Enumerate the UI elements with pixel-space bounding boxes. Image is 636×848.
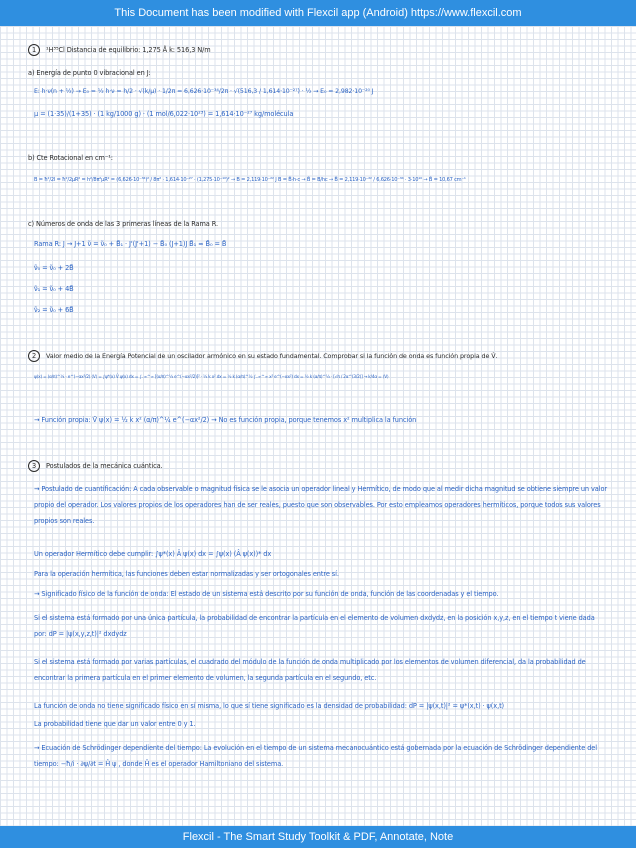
problem-2-title: 2 Valor medio de la Energía Potencial de un oscilador armónico en su estado fundamental. Comprobar si la función de onda es función propia de V̂. [28,350,497,362]
note-page [0,26,636,826]
top-banner: This Document has been modified with Flexcil app (Android) https://www.flexcil.com [0,0,636,26]
postulate-1-note: Para la operación hermítica, las funciones deben estar normalizadas y ser ortogonales entre sí. [34,570,339,578]
problem-2-equation-1: ψ(x) = (α/π)^¼ · e^(−αx²/2) ⟨V⟩ = ∫ψ*(x) V̂ ψ(x) dx = ∫₋∞^∞ [(α/π)^¼ e^(−αx²/2)]² · ½ k x² dx = ½ k (α/π)^½ ∫₋∞^∞ x² e^(−αx²) dx = ½ k (α/π)^½ · [√π / 2α^(3/2)] → k/4α = ⟨V⟩ [34,375,389,380]
section-c-equation: Rama R: J → J+1 ν̃ = ν̃₀ + B̃₁ · J'(J'+1) − B̃₀ (J+1)J B̃₁ ≈ B̃₀ = B̃ [34,240,227,248]
problem-number: 3 [28,460,40,472]
postulate-2-multi: Si el sistema está formado por varias partículas, el cuadrado del módulo de la función de onda multiplicado por los elementos de volumen diferencial, da la probabilidad de encontrar la primera partícula en el primer elemento de volumen, la segunda partícula en el segundo, etc. [34,658,586,682]
section-c-line-1: ν̃₁ = ν̃₀ + 4B̃ [34,285,74,293]
section-c-heading: c) Números de onda de las 3 primeras líneas de la Rama R. [28,220,218,228]
postulate-2-single: Si el sistema está formado por una única partícula, la probabilidad de encontrar la partícula en el elemento de volumen dxdydz, en la posición x,y,z, en el tiempo t viene dada por: dP = |ψ(x,y,z,t)|² dxdydz [34,614,595,638]
problem-number: 1 [28,44,40,56]
postulate-2-heading: → Significado físico de la función de onda: El estado de un sistema está descrito por su función de onda, función de las coordenadas y el tiempo. [34,590,499,598]
problem-3-title: 3 Postulados de la mecánica cuántica. [28,460,163,472]
section-a-equation-1: E: h·ν(n + ½) → E₀ = ½ h·ν = h/2 · √(k/μ) · 1/2π = 6,626·10⁻³⁴/2π · √(516,3 / 1,614·10⁻²⁷) · ½ → E₀ = 2,982·10⁻²⁰ J [34,88,374,95]
bottom-banner: Flexcil - The Smart Study Toolkit & PDF, Annotate, Note [0,826,636,848]
postulate-2-range: La probabilidad tiene que dar un valor entre 0 y 1. [34,720,196,728]
postulate-1-text: → Postulado de cuantificación: A cada observable o magnitud física se le asocia un operador lineal y Hermítico, de modo que al medir dicha magnitud se obtiene siempre un valor propio del operador. Los valores propios de los operadores han de ser reales, puesto que son observables. Por esto empleamos operadores hermíticos, porque todos sus valores propios son reales. [34,485,608,525]
problem-2-equation-2: → Función propia: V̂ ψ(x) = ½ k x² (α/π)^¼ e^(−αx²/2) → No es función propia, porque tenemos x² multiplica la función [34,416,417,424]
section-c-line-0: ν̃₀ = ν̃₀ + 2B̃ [34,264,74,272]
section-a-heading: a) Energía de punto 0 vibracional en J: [28,69,151,77]
section-b-heading: b) Cte Rotacional en cm⁻¹: [28,154,113,162]
problem-number: 2 [28,350,40,362]
postulate-2-density: La función de onda no tiene significado físico en sí misma, lo que sí tiene significado es la densidad de probabilidad: dP = |ψ(x,t)|² = ψ*(x,t) · ψ(x,t) [34,702,505,710]
section-a-equation-2: μ = (1·35)/(1+35) · (1 kg/1000 g) · (1 mol/6,022·10²³) = 1,614·10⁻²⁷ kg/molécula [34,110,294,118]
section-c-line-2: ν̃₂ = ν̃₀ + 6B̃ [34,306,74,314]
section-b-equation: B = ħ²/2I = ħ²/2μR² = h²/8π²μR² = (6,626·10⁻³⁴)² / 8π² · 1,614·10⁻²⁷ · (1,275·10⁻¹⁰)² → B = 2,119·10⁻²² J B = B̃·h·c → B̃ = B/hc → B̃ = 2,119·10⁻²² / 6,626·10⁻³⁴ · 3·10¹⁰ → B̃ = 10,67 cm⁻¹ [34,177,466,183]
problem-1-title: 1 ¹H³⁵Cl Distancia de equilibrio: 1,275 Å k: 516,3 N/m [28,44,211,56]
postulate-3-text: → Ecuación de Schrödinger dependiente del tiempo: La evolución en el tiempo de un sistema mecanocuántico está gobernada por la ecuación de Schrödinger dependiente del tiempo: −ħ/i · ∂ψ/∂t = Ĥ ψ , donde Ĥ es el operador Hamiltoniano del sistema. [34,744,597,768]
postulate-1-condition: Un operador Hermítico debe cumplir: ∫ψ*(x) Â ψ(x) dx = ∫ψ(x) (Â ψ(x))* dx [34,550,272,558]
